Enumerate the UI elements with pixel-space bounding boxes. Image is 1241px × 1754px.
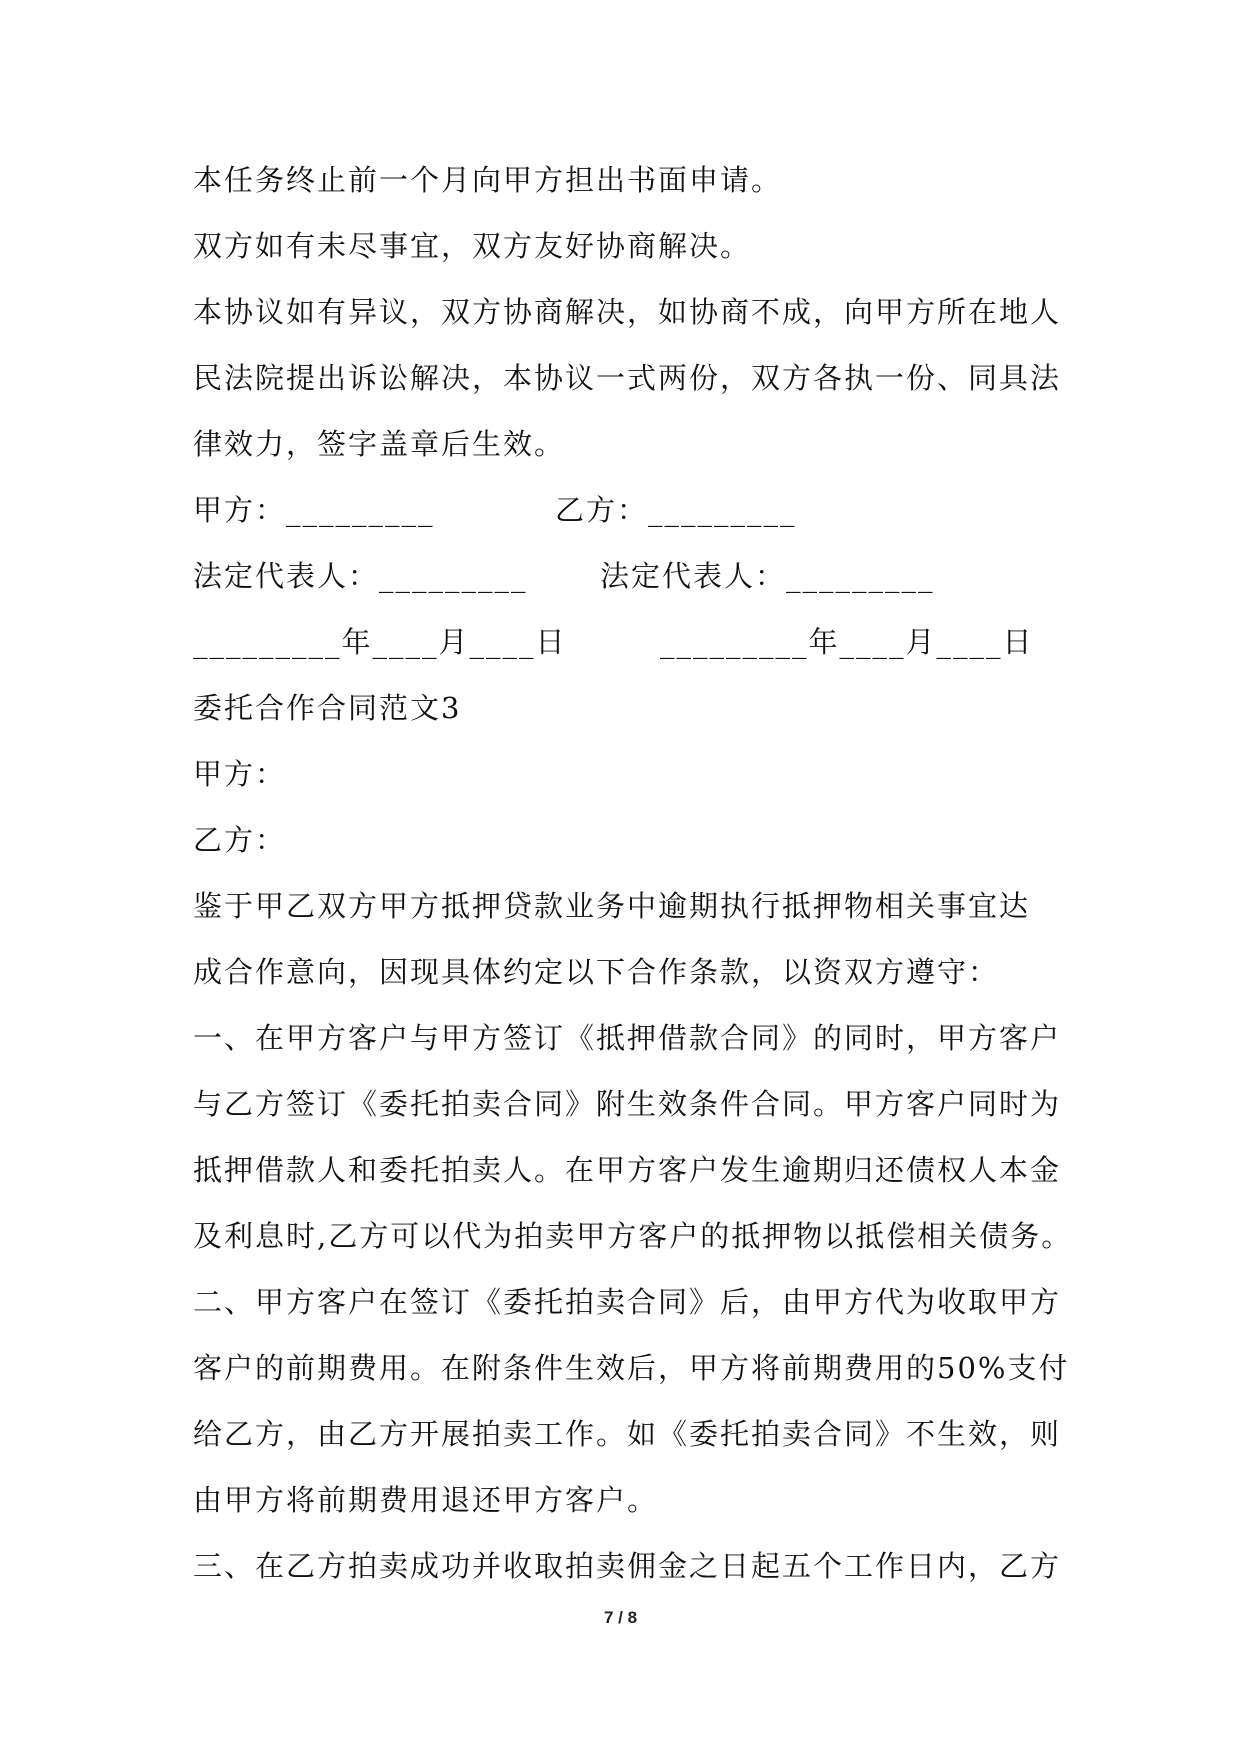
paragraph-line: 一、在甲方客户与甲方签订《抵押借款合同》的同时，甲方客户 xyxy=(193,1021,1062,1055)
paragraph-line: 民法院提出诉讼解决，本协议一式两份，双方各执一份、同具法 xyxy=(193,361,1062,395)
signature-rep-a: 法定代表人：_________ xyxy=(193,559,528,593)
signature-party-a: 甲方：_________ xyxy=(193,493,435,527)
paragraph-line: 三、在乙方拍卖成功并收取拍卖佣金之日起五个工作日内，乙方 xyxy=(193,1549,1062,1583)
paragraph-line: 抵押借款人和委托拍卖人。在甲方客户发生逾期归还债权人本金 xyxy=(193,1153,1062,1187)
paragraph-line: 本协议如有异议，双方协商解决，如协商不成，向甲方所在地人 xyxy=(193,295,1062,329)
paragraph-line: 成合作意向，因现具体约定以下合作条款，以资双方遵守： xyxy=(193,955,1000,989)
signature-party-b: 乙方：_________ xyxy=(555,493,797,527)
paragraph-line: 双方如有未尽事宜，双方友好协商解决。 xyxy=(193,229,752,263)
paragraph-line: 本任务终止前一个月向甲方担出书面申请。 xyxy=(193,163,783,197)
signature-date-a: _________年____月____日 xyxy=(193,625,567,659)
paragraph-line: 鉴于甲乙双方甲方抵押贷款业务中逾期执行抵押物相关事宜达 xyxy=(193,889,1031,923)
paragraph-line: 给乙方，由乙方开展拍卖工作。如《委托拍卖合同》不生效，则 xyxy=(193,1417,1062,1451)
paragraph-line: 与乙方签订《委托拍卖合同》附生效条件合同。甲方客户同时为 xyxy=(193,1087,1062,1121)
section-title: 委托合作合同范文3 xyxy=(193,691,462,725)
paragraph-line: 由甲方将前期费用退还甲方客户。 xyxy=(193,1483,659,1517)
signature-date-b: _________年____月____日 xyxy=(660,625,1034,659)
paragraph-line: 二、甲方客户在签订《委托拍卖合同》后，由甲方代为收取甲方 xyxy=(193,1285,1062,1319)
party-a-label: 甲方： xyxy=(193,757,287,791)
party-b-label: 乙方： xyxy=(193,823,287,857)
page-number: 7 / 8 xyxy=(603,1608,638,1627)
paragraph-line: 客户的前期费用。在附条件生效后，甲方将前期费用的50%支付 xyxy=(193,1351,1070,1385)
paragraph-line: 律效力，签字盖章后生效。 xyxy=(193,427,566,461)
signature-rep-b: 法定代表人：_________ xyxy=(600,559,935,593)
paragraph-line: 及利息时,乙方可以代为拍卖甲方客户的抵押物以抵偿相关债务。 xyxy=(193,1219,1073,1253)
